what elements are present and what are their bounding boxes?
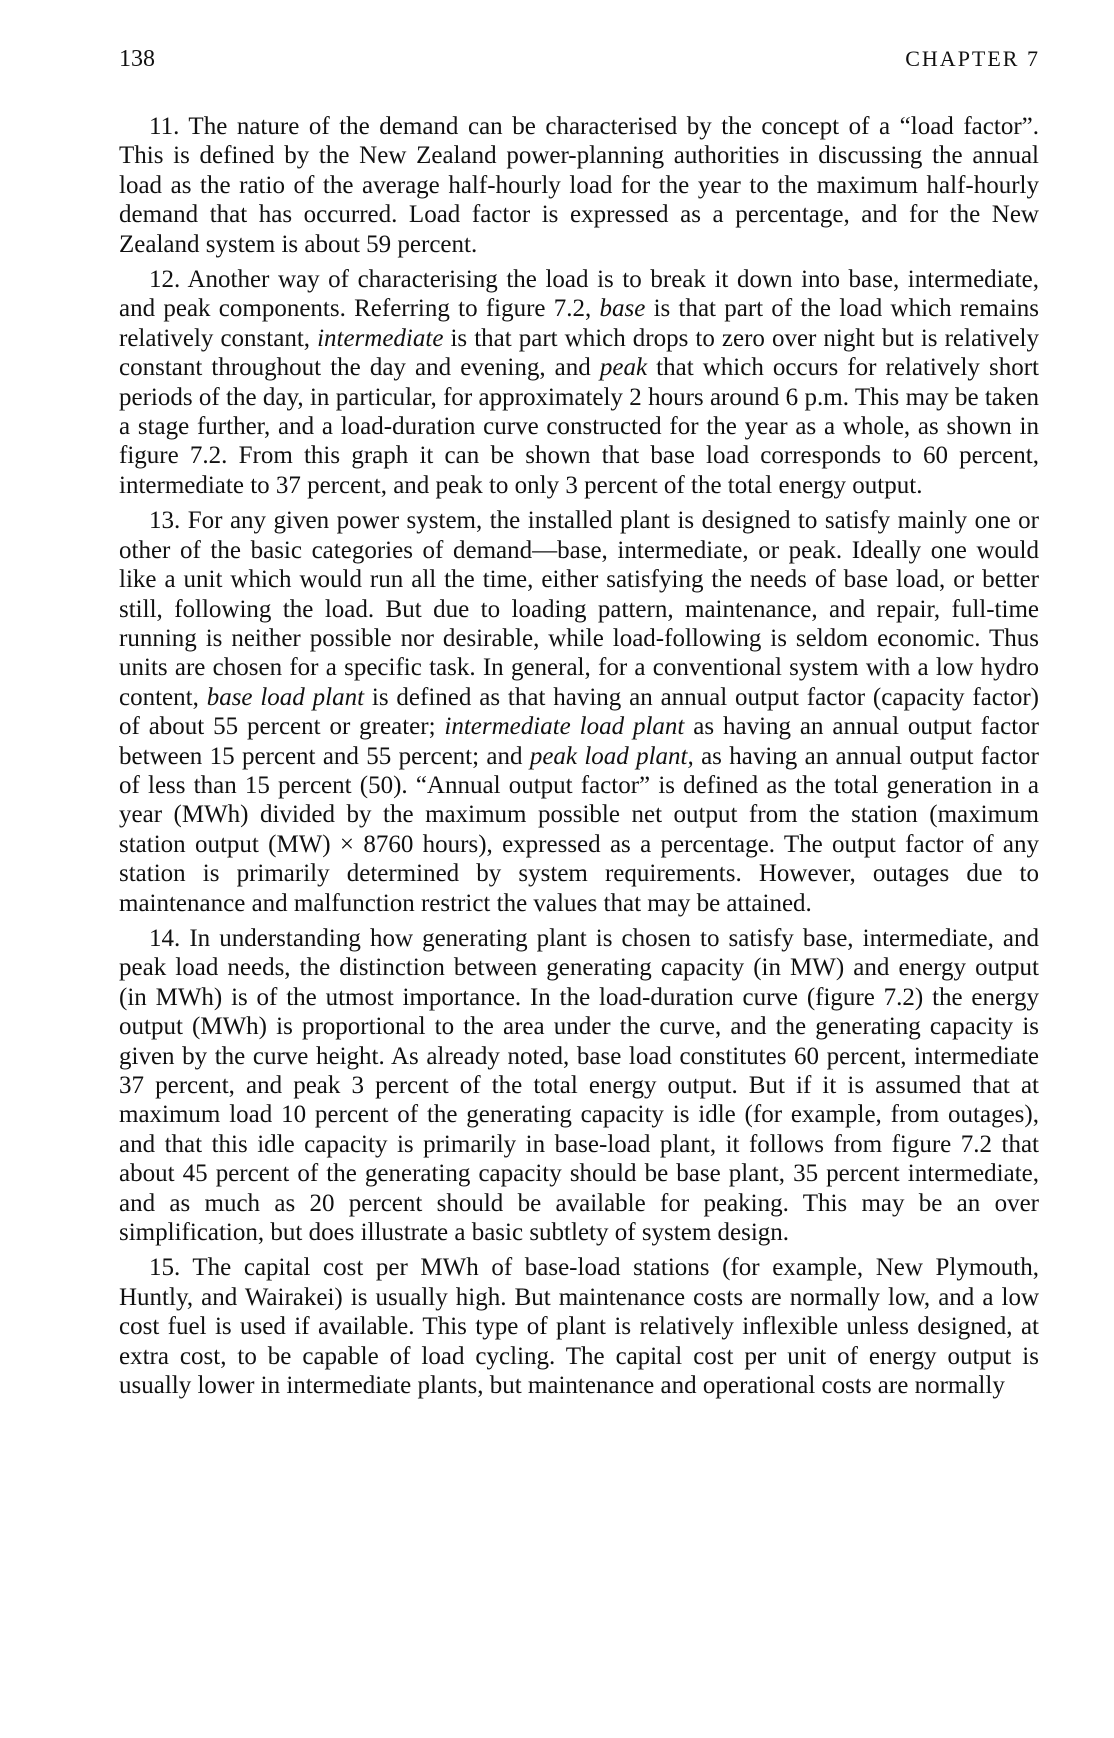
paragraph-text: is defined as that having an annual output factor (capacity factor) of about 55 percent or greater; bbox=[119, 683, 1039, 741]
italic-term: intermediate bbox=[317, 324, 444, 352]
paragraph-text: The capital cost per MWh of base-load stations (for example, New Plymouth, Huntly, and Wairakei) is usually high. But maintenance costs are normally low, and a low cost fuel is used if available. This type of plant is relatively inflexible unless designed, at extra cost, to be capable of load cycling. The capital cost per unit of energy output is usually lower in intermediate plants, but maintenance and operational costs are normally bbox=[119, 1254, 1039, 1400]
paragraph-text: that which occurs for relatively short periods of the day, in particular, for approximately 2 hours around 6 p.m. This may be taken a stage further, and a load-duration curve constructed for the year as a whole, as shown in figure 7.2. From this graph it can be shown that base load corresponds to 60 percent, intermediate to 37 percent, and peak to only 3 percent of the total energy output. bbox=[119, 354, 1039, 499]
italic-term: base load plant bbox=[206, 683, 365, 711]
paragraph-text: as having an annual output factor between 15 percent and 55 percent; and bbox=[119, 713, 1039, 770]
paragraph-text: In understanding how generating plant is chosen to satisfy base, intermediate, and peak load needs, the distinction between generating capacity (in MW) and energy output (in MWh) is of the utmost importance. In the load-duration curve (figure 7.2) the energy output (MWh) is proportional to the area under the curve, and the generating capacity is given by the curve height. As already noted, base load constitutes 60 percent, intermediate 37 percent, and peak 3 percent of the total energy output. But if it is assumed that at maximum load 10 percent of the generating capacity is idle (for example, from outages), and that this idle capacity is primarily in base-load plant, it follows from figure 7.2 that about 45 percent of the generating capacity should be base plant, 35 percent intermediate, and as much as 20 percent should be available for peaking. This may be an over simplification, but does illustrate a basic subtlety of system design. bbox=[119, 924, 1039, 1247]
body-text bbox=[119, 112, 1039, 1400]
paragraph-number: 11. bbox=[149, 113, 180, 140]
paragraph-number: 15. bbox=[149, 1254, 181, 1282]
paragraph-number: 12. bbox=[149, 266, 181, 294]
italic-term: peak bbox=[599, 354, 648, 382]
paragraph-text: Another way of characterising the load is to break it down into base, intermediate, and peak components. Referring to figure 7.2, bbox=[119, 266, 1039, 323]
paragraph-5 bbox=[119, 1253, 1039, 1400]
paragraph-text: The nature of the demand can be characterised by the concept of a “load factor”. This is defined by the New Zealand power-planning authorities in discussing the annual load as the ratio of the average half-hourly load for the year to the maximum half-hourly demand that has occurred. Load factor is expressed as a percentage, and for the New Zealand system is about 59 percent. bbox=[119, 113, 1039, 258]
chapter-heading: CHAPTER 7 bbox=[905, 46, 1040, 71]
paragraph-text: is that part of the load which remains relatively constant, bbox=[119, 295, 1039, 352]
paragraph-number: 13. bbox=[149, 507, 181, 535]
running-header bbox=[119, 46, 1040, 73]
paragraph-text: as having an annual output factor of less than 15 percent (50). “Annual output factor” is defined as the total generation in a year (MWh) divided by the maximum possible net output from the station (maximum station output (MW) × 8760 hours), expressed as a percentage. The output factor of any station is primarily determined by system requirements. However, outages due to maintenance and malfunction restrict the values that may be attained. bbox=[119, 742, 1039, 917]
italic-term: base bbox=[599, 295, 646, 323]
paragraph-3 bbox=[119, 506, 1039, 918]
paragraph-number: 14. bbox=[149, 924, 181, 952]
paragraph-2 bbox=[119, 265, 1039, 500]
paragraph-text: For any given power system, the installed plant is designed to satisfy mainly one or other of the basic categories of demand—base, intermediate, or peak. Ideally one would like a unit which would run all the time, either satisfying the needs of base load, or better still, following the load. But due to loading pattern, maintenance, and repair, full-time running is neither possible nor desirable, while load-following is seldom economic. Thus units are chosen for a specific task. In general, for a conventional system with a low hydro content, bbox=[119, 507, 1039, 711]
paragraph-1 bbox=[119, 112, 1039, 259]
paragraph-text: is that part which drops to zero over night but is relatively constant throughout the day and evening, and bbox=[119, 324, 1039, 382]
page-number: 138 bbox=[119, 46, 155, 72]
italic-term: intermediate load plant bbox=[444, 713, 685, 741]
italic-term: peak load plant, bbox=[529, 742, 694, 770]
paragraph-4 bbox=[119, 924, 1039, 1247]
